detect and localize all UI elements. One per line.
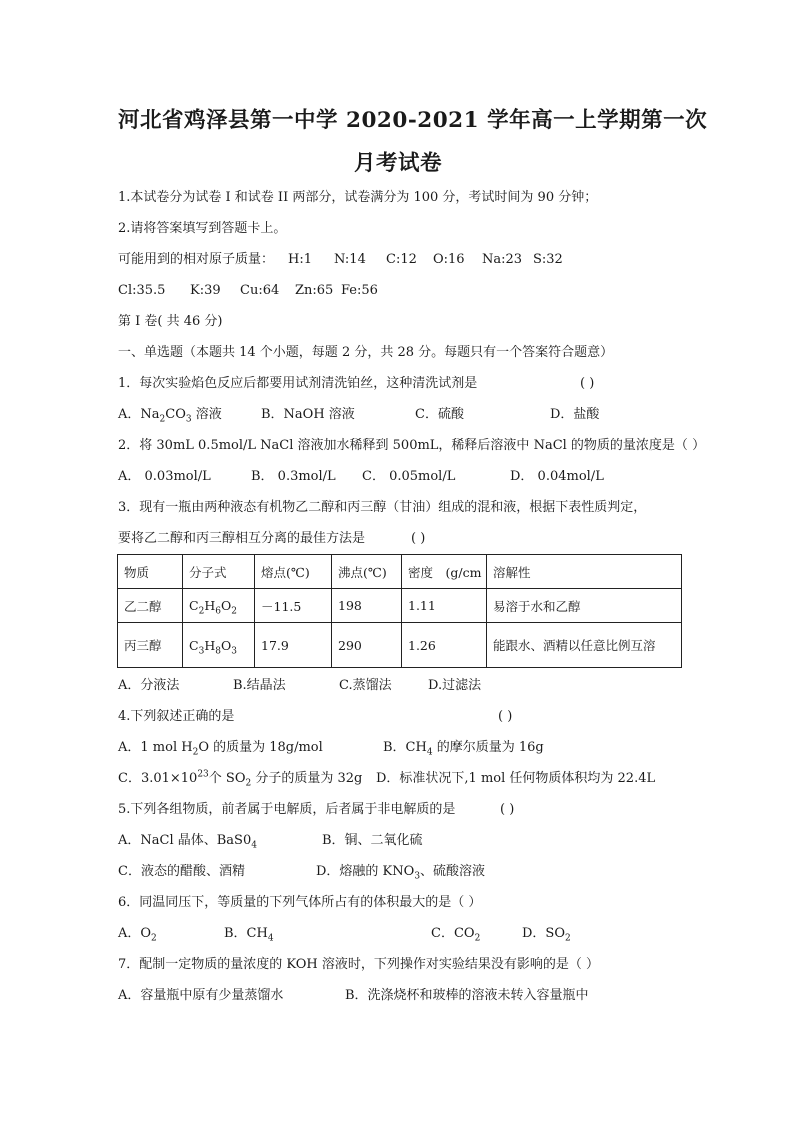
table-header: 物质 bbox=[118, 555, 183, 589]
q6-option-d: D．$SO_2$ bbox=[522, 926, 571, 944]
atomic-masses-label: 可能用到的相对原子质量： bbox=[118, 252, 275, 267]
table-header: 沸点(℃) bbox=[332, 555, 402, 589]
section-heading: 一、单选题（本题共 14 个小题，每题 2 分，共 28 分。每题只有一个答案符合题意） bbox=[118, 345, 614, 360]
q3-option-d: D.过滤法 bbox=[428, 678, 482, 693]
question-3-stem-line-1: 3．现有一瓶由两种液态有机物乙二醇和丙三醇（甘油）组成的混和液，根据下表性质判定， bbox=[118, 500, 647, 515]
answer-paren: ( ) bbox=[498, 709, 513, 724]
atomic-mass: Na:23 bbox=[482, 252, 523, 267]
q1-option-b: B．NaOH 溶液 bbox=[261, 407, 355, 422]
boiling-point: 290 bbox=[332, 623, 402, 668]
molecular-formula: $C_3H_8O_3$ bbox=[183, 623, 255, 668]
table-header: 熔点(℃) bbox=[255, 555, 332, 589]
q4-option-a: A．1 mol $H_2O$ 的质量为 18g/mol bbox=[118, 740, 323, 758]
q2-option-a: A． 0.03mol/L bbox=[118, 469, 211, 484]
q4-option-b: B．$CH_4$ 的摩尔质量为 16g bbox=[383, 740, 544, 758]
q7-option-a: A．容量瓶中原有少量蒸馏水 bbox=[118, 988, 284, 1003]
table-header: 密度 (g/cm bbox=[402, 555, 487, 589]
q4-option-c: C．$3.01\times 10^{23}$个 $SO_2$ 分子的质量为 32g bbox=[118, 769, 363, 789]
q5-option-c: C．液态的醋酸、酒精 bbox=[118, 864, 245, 879]
exam-title-line-2: 月考试卷 bbox=[353, 151, 442, 176]
atomic-mass: K:39 bbox=[190, 283, 221, 298]
q7-option-b: B．洗涤烧杯和玻棒的溶液未转入容量瓶中 bbox=[345, 988, 589, 1003]
q2-option-b: B． 0.3mol/L bbox=[251, 469, 336, 484]
q4-option-d: D．标准状况下,1 mol 任何物质体积均为 22.4L bbox=[376, 771, 656, 786]
answer-paren: ( ) bbox=[411, 531, 426, 546]
q3-option-c: C.蒸馏法 bbox=[339, 678, 392, 693]
substance-name: 乙二醇 bbox=[118, 589, 183, 623]
table-header: 分子式 bbox=[183, 555, 255, 589]
molecular-formula: $C_2H_6O_2$ bbox=[183, 589, 255, 623]
question-4-stem: 4.下列叙述正确的是 bbox=[118, 709, 235, 724]
q2-option-c: C． 0.05mol/L bbox=[362, 469, 456, 484]
atomic-mass: O:16 bbox=[433, 252, 465, 267]
atomic-mass: N:14 bbox=[334, 252, 366, 267]
q5-option-b: B．铜、二氧化硫 bbox=[322, 833, 423, 848]
question-5-stem: 5.下列各组物质，前者属于电解质，后者属于非电解质的是 bbox=[118, 802, 456, 817]
question-6-stem: 6．同温同压下，等质量的下列气体所占有的体积最大的是（ ） bbox=[118, 895, 482, 910]
q6-option-b: B．$CH_4$ bbox=[224, 926, 274, 944]
q5-option-d: D．熔融的 $KNO_3$、硫酸溶液 bbox=[316, 864, 486, 882]
answer-paren: ( ) bbox=[580, 376, 595, 391]
density: 1.11 bbox=[402, 589, 487, 623]
q1-option-d: D．盐酸 bbox=[550, 407, 600, 422]
melting-point: 17.9 bbox=[255, 623, 332, 668]
note-2: 2.请将答案填写到答题卡上。 bbox=[118, 221, 287, 236]
atomic-mass: S:32 bbox=[533, 252, 563, 267]
q6-option-a: A．$O_2$ bbox=[118, 926, 157, 944]
q1-option-c: C．硫酸 bbox=[415, 407, 464, 422]
atomic-mass: C:12 bbox=[386, 252, 417, 267]
density: 1.26 bbox=[402, 623, 487, 668]
melting-point: －11.5 bbox=[255, 589, 332, 623]
q3-option-b: B.结晶法 bbox=[233, 678, 286, 693]
table-row bbox=[118, 589, 682, 623]
answer-paren: ( ) bbox=[500, 802, 515, 817]
q6-option-c: C．$CO_2$ bbox=[431, 926, 481, 944]
atomic-mass: Fe:56 bbox=[341, 283, 378, 298]
question-2-stem: 2．将 30mL 0.5mol/L NaCl 溶液加水稀释到 500mL，稀释后溶液中 NaCl 的物质的量浓度是（ ） bbox=[118, 438, 706, 453]
solubility: 易溶于水和乙醇 bbox=[487, 589, 682, 623]
question-3-stem-line-2: 要将乙二醇和丙三醇相互分离的最佳方法是 bbox=[118, 531, 366, 546]
table-row bbox=[118, 623, 682, 668]
part-1-label: 第 I 卷( 共 46 分) bbox=[118, 314, 223, 329]
boiling-point: 198 bbox=[332, 589, 402, 623]
exam-title-line-1: 河北省鸡泽县第一中学 2020-2021 学年高一上学期第一次 bbox=[118, 108, 708, 133]
q1-option-a: A．$Na_2CO_3$ 溶液 bbox=[118, 407, 222, 425]
properties-table bbox=[117, 554, 682, 668]
q5-option-a: A．NaCl 晶体、$BaS0_4$ bbox=[118, 833, 257, 851]
atomic-mass: Cu:64 bbox=[240, 283, 280, 298]
substance-name: 丙三醇 bbox=[118, 623, 183, 668]
table-header: 溶解性 bbox=[487, 555, 682, 589]
table-header-row bbox=[118, 555, 682, 589]
question-1-stem: 1．每次实验焰色反应后都要用试剂清洗铂丝，这种清洗试剂是 bbox=[118, 376, 478, 391]
solubility: 能跟水、酒精以任意比例互溶 bbox=[487, 623, 682, 668]
atomic-mass: Cl:35.5 bbox=[118, 283, 166, 298]
atomic-mass: H:1 bbox=[288, 252, 312, 267]
question-7-stem: 7．配制一定物质的量浓度的 KOH 溶液时，下列操作对实验结果没有影响的是（ ） bbox=[118, 957, 600, 972]
note-1: 1.本试卷分为试卷 I 和试卷 II 两部分，试卷满分为 100 分，考试时间为 90 分钟； bbox=[118, 190, 598, 205]
q3-option-a: A．分液法 bbox=[118, 678, 180, 693]
atomic-mass: Zn:65 bbox=[295, 283, 334, 298]
q2-option-d: D． 0.04mol/L bbox=[510, 469, 604, 484]
